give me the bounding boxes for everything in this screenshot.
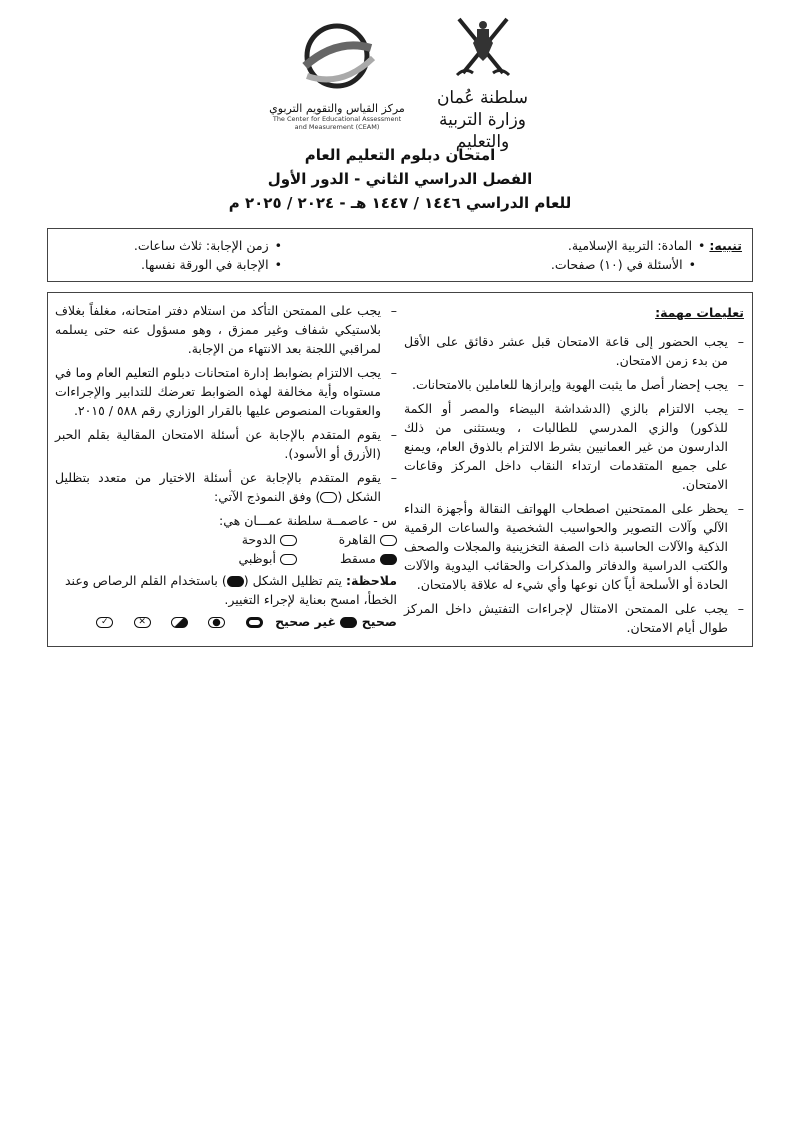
mcq-intro: يقوم المتقدم بالإجابة عن أسئلة الاختيار من متعدد بتظليل الشكل ( [55,470,381,504]
instructions-box [47,292,753,647]
exam-semester: الفصل الدراسي الثاني - الدور الأول [267,170,533,188]
shading-examples [55,612,397,631]
exam-year: للعام الدراسي ١٤٤٦ / ١٤٤٧ هـ - ٢٠٢٤ / ٢٠٢٥ م [228,194,572,212]
incorrect-label: غير صحيح [275,614,337,629]
khanjar-emblem-icon [453,15,513,83]
note [55,571,397,609]
instructions-left-column [55,301,397,631]
instruction-item: – يجب الالتزام بضوابط إدارة امتحانات دبلوم التعليم العام وما في مستواه وأية مخالفة لهذه الضوابط تعرضك للتدابير والإجراءات والعقوبات المنصوص عليها بالقرار الوزاري رقم ٥٨٨ / ٢٠١٥. [55,363,397,420]
filled-oval-icon [340,617,357,628]
instruction-item: – يجب الحضور إلى قاعة الامتحان قبل عشر دقائق على الأقل من بدء زمن الامتحان. [404,332,744,370]
x-oval-icon: ✕ [134,617,151,628]
oman-emblem [420,15,545,153]
instruction-item: – يجب إحضار أصل ما يثبت الهوية وإبرازها للعاملين بالامتحانات. [404,375,744,394]
mcq-intro-end: ) وفق النموذج الآتي: [214,489,321,504]
option-label: مسقط [339,551,377,566]
option-label: القاهرة [338,532,377,547]
note-label: ملاحظة: [346,573,397,588]
notice-subject: المادة: التربية الإسلامية. [567,238,693,253]
notice-time: زمن الإجابة: ثلاث ساعات. [133,238,269,253]
option-label: الدوحة [241,532,277,547]
option-label: أبوظبي [238,551,277,566]
sultanate-text: سلطنة عُمان [436,88,529,108]
empty-oval-icon [280,535,297,546]
instruction-item: – يجب على الممتحن الامتثال لإجراءات التفتيش داخل المركز طوال أيام الامتحان. [404,599,744,637]
instruction-item: – يقوم المتقدم بالإجابة عن أسئلة الامتحان المقالية بقلم الحبر (الأزرق أو الأسود). [55,425,397,463]
dot-oval-icon [208,617,225,628]
ceam-name-ar: مركز القياس والتقويم التربوي [269,102,405,115]
empty-oval-icon [380,535,397,546]
instructions-right-column [404,303,744,642]
sample-options [55,530,397,568]
filled-oval-icon [380,554,397,565]
notice-left: •زمن الإجابة: ثلاث ساعات. •الإجابة في الورقة نفسها. [133,238,282,272]
empty-oval-icon [320,492,337,503]
ceam-name-en-2: and Measurement (CEAM) [294,123,380,131]
instruction-item-mcq [55,468,397,506]
ceam-name-en: The Center for Educational Assessment [272,115,402,123]
ceam-logo [262,18,412,131]
correct-label: صحيح [361,614,397,629]
exam-title: امتحان دبلوم التعليم العام [304,146,496,164]
filled-oval-icon [227,576,244,587]
check-oval-icon: ✓ [96,617,113,628]
instruction-item: – يجب الالتزام بالزي (الدشداشة البيضاء والمصر أو الكمة للذكور) والزي المدرسي للطالبات ، ويستثنى من ذلك الدارسون من غير العمانيين بشرط الالتزام بالذوق العام، ويمنع على جميع المتقدمات ارتداء النقاب داخل المركز وقاعات الامتحان. [404,399,744,494]
instructions-heading: تعليمات مهمة: [655,305,744,320]
sample-question: س - عاصمــة سلطنة عمـــان هي: [219,513,397,528]
notice-pages: الأسئلة في (١٠) صفحات. [550,257,683,272]
notice-box [47,228,753,282]
note-text: يتم تظليل الشكل ( [243,573,343,588]
instruction-item: – يجب على الممتحن التأكد من استلام دفتر امتحانه، مغلفاً بغلاف بلاستيكي شفاف وغير ممزق ، وهو مسؤول عنه حتى يسلمه لمراقبي اللجنة بعد الانتهاء من الإجابة. [55,301,397,358]
note-text-end: ) باستخدام القلم الرصاص وعند الخطأ، امسح بعناية لإجراء التغيير. [64,573,397,607]
half-oval-icon [171,617,188,628]
ceam-globe-icon [297,18,377,96]
notice-answer-place: الإجابة في الورقة نفسها. [141,257,269,272]
notice-right: تنبيه: •المادة: التربية الإسلامية. •الأسئلة في (١٠) صفحات. [550,238,742,272]
ministry-text: وزارة التربية والتعليم [438,110,527,152]
thick-oval-icon [246,617,263,628]
exam-titles [200,143,600,215]
empty-oval-icon [280,554,297,565]
notice-label: تنبيه: [709,238,742,253]
instruction-item: – يحظر على الممتحنين اصطحاب الهواتف النقالة وأجهزة النداء الآلي وآلات التصوير والحواسيب الشخصية والساعات الرقمية الذكية والآلات الحاسبة ذات الصفة التخزينية والمجلات والصحف والكتب الدراسية والدفاتر والمذكرات والحقائب اليدوية والآلات الحادة أو الأسلحة أياً كان نوعها وأي شيء له علاقة بالامتحان. [404,499,744,594]
